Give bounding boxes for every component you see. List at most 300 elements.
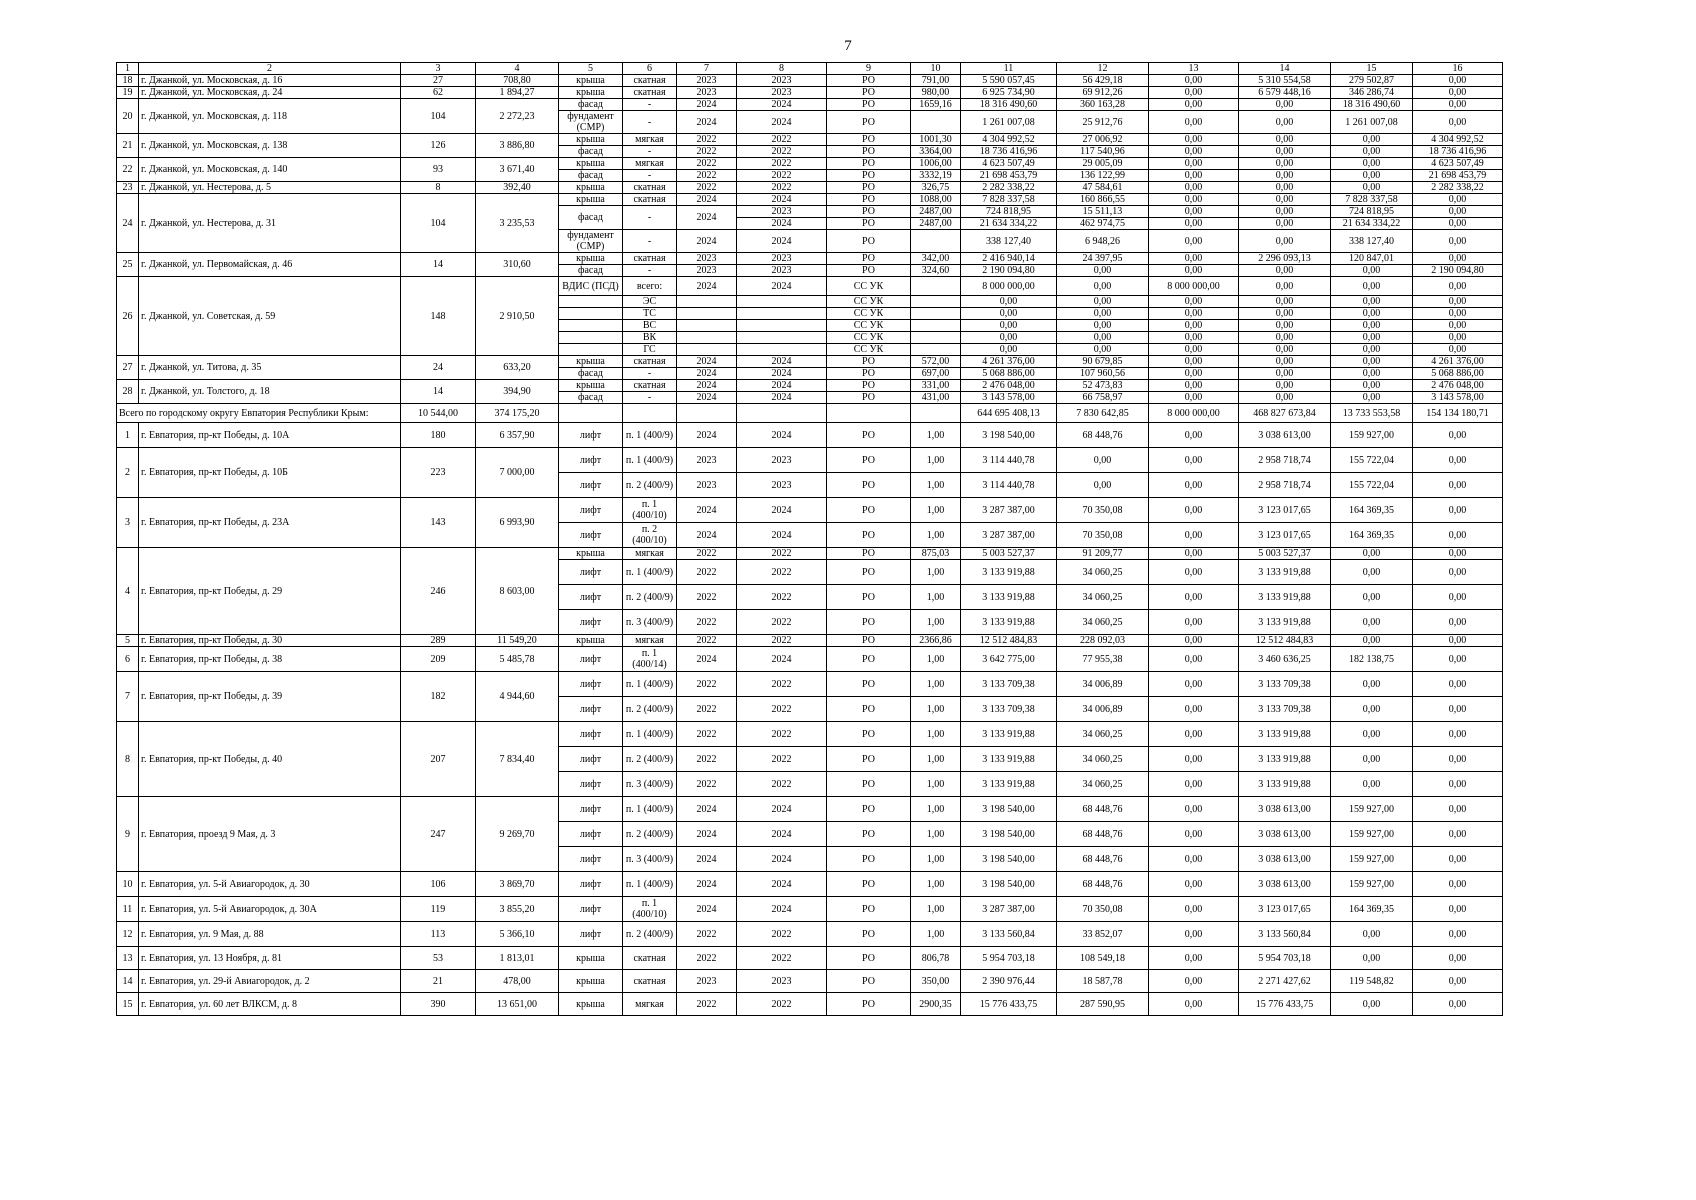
table-cell: 18 587,78: [1057, 970, 1149, 993]
table-cell: 159 927,00: [1331, 847, 1413, 872]
table-cell: 2024: [677, 206, 737, 230]
table-cell: 338 127,40: [1331, 230, 1413, 253]
table-cell: 15 776 433,75: [961, 993, 1057, 1016]
table-cell: всего:: [623, 277, 677, 296]
table-cell: РО: [827, 392, 911, 404]
table-cell: 3 198 540,00: [961, 872, 1057, 897]
table-cell: 34 006,89: [1057, 697, 1149, 722]
table-cell: 2022: [737, 585, 827, 610]
table-cell: 0,00: [1057, 473, 1149, 498]
table-cell: 374 175,20: [476, 404, 559, 423]
table-cell: фундамент (СМР): [559, 230, 623, 253]
table-cell: 324,60: [911, 265, 961, 277]
table-cell: 0,00: [1057, 344, 1149, 356]
table-cell: 182 138,75: [1331, 647, 1413, 672]
table-cell: 2022: [737, 146, 827, 158]
table-cell: РО: [827, 253, 911, 265]
table-cell: РО: [827, 194, 911, 206]
column-header: 9: [827, 63, 911, 75]
table-cell: РО: [827, 473, 911, 498]
table-cell: 0,00: [1149, 872, 1239, 897]
address-cell: г. Джанкой, ул. Московская, д. 140: [139, 158, 401, 182]
table-row: [117, 872, 1503, 897]
table-cell: 0,00: [1149, 448, 1239, 473]
table-cell: 2022: [737, 672, 827, 697]
table-cell: 22: [117, 158, 139, 182]
table-cell: 91 209,77: [1057, 548, 1149, 560]
table-row: [117, 993, 1503, 1016]
table-cell: РО: [827, 772, 911, 797]
table-cell: 0,00: [1239, 134, 1331, 146]
table-cell: п. 1 (400/9): [623, 448, 677, 473]
table-cell: 0,00: [1413, 473, 1503, 498]
table-cell: п. 1 (400/14): [623, 647, 677, 672]
table-cell: [911, 320, 961, 332]
table-cell: 0,00: [1149, 308, 1239, 320]
table-cell: 3 855,20: [476, 897, 559, 922]
table-cell: 34 060,25: [1057, 722, 1149, 747]
table-cell: 1,00: [911, 722, 961, 747]
table-cell: 0,00: [1331, 368, 1413, 380]
table-cell: скатная: [623, 356, 677, 368]
table-cell: 7 828 337,58: [961, 194, 1057, 206]
table-cell: 34 060,25: [1057, 560, 1149, 585]
table-cell: [677, 344, 737, 356]
table-cell: 2022: [677, 585, 737, 610]
table-cell: 247: [401, 797, 476, 872]
table-cell: 0,00: [1149, 847, 1239, 872]
table-cell: 3 642 775,00: [961, 647, 1057, 672]
table-cell: фасад: [559, 99, 623, 111]
table-cell: 2024: [677, 194, 737, 206]
table-cell: 2024: [737, 218, 827, 230]
table-cell: 24 397,95: [1057, 253, 1149, 265]
table-cell: 5 590 057,45: [961, 75, 1057, 87]
table-cell: крыша: [559, 548, 623, 560]
table-cell: 279 502,87: [1331, 75, 1413, 87]
table-cell: [677, 320, 737, 332]
table-cell: 0,00: [1149, 344, 1239, 356]
table-cell: 0,00: [1413, 194, 1503, 206]
table-cell: 2 390 976,44: [961, 970, 1057, 993]
table-cell: 2022: [677, 947, 737, 970]
table-cell: 2022: [737, 182, 827, 194]
table-cell: 0,00: [1239, 392, 1331, 404]
table-cell: 0,00: [1331, 947, 1413, 970]
table-cell: 1,00: [911, 585, 961, 610]
table-cell: лифт: [559, 523, 623, 548]
table-cell: 159 927,00: [1331, 872, 1413, 897]
table-cell: 21 698 453,79: [961, 170, 1057, 182]
table-cell: 70 350,08: [1057, 498, 1149, 523]
table-cell: 3 114 440,78: [961, 448, 1057, 473]
table-cell: 164 369,35: [1331, 498, 1413, 523]
table-cell: 2024: [677, 523, 737, 548]
table-cell: 68 448,76: [1057, 797, 1149, 822]
table-cell: 34 060,25: [1057, 610, 1149, 635]
table-cell: 0,00: [1413, 111, 1503, 134]
table-cell: 0,00: [1149, 970, 1239, 993]
table-cell: [559, 404, 623, 423]
table-cell: 0,00: [1149, 585, 1239, 610]
table-cell: лифт: [559, 448, 623, 473]
table-cell: 7: [117, 672, 139, 722]
column-header: 16: [1413, 63, 1503, 75]
table-cell: 2022: [677, 922, 737, 947]
table-cell: 1 894,27: [476, 87, 559, 99]
table-cell: 7 000,00: [476, 448, 559, 498]
table-cell: фасад: [559, 265, 623, 277]
table-cell: 0,00: [1149, 822, 1239, 847]
table-cell: 1,00: [911, 822, 961, 847]
table-cell: 2022: [737, 722, 827, 747]
table-row: [117, 380, 1503, 392]
address-cell: г. Евпатория, ул. 9 Мая, д. 88: [139, 922, 401, 947]
table-cell: 0,00: [1149, 146, 1239, 158]
table-cell: 5 003 527,37: [961, 548, 1057, 560]
table-cell: РО: [827, 368, 911, 380]
table-cell: 3 133 919,88: [961, 610, 1057, 635]
table-cell: 2022: [737, 548, 827, 560]
address-cell: г. Джанкой, ул. Московская, д. 16: [139, 75, 401, 87]
table-cell: 3: [117, 498, 139, 548]
address-cell: г. Евпатория, пр-кт Победы, д. 29: [139, 548, 401, 635]
table-cell: 0,00: [1413, 610, 1503, 635]
column-header: 12: [1057, 63, 1149, 75]
table-cell: 0,00: [1149, 610, 1239, 635]
column-header: 1: [117, 63, 139, 75]
table-cell: [737, 296, 827, 308]
table-cell: 0,00: [1057, 448, 1149, 473]
table-cell: 0,00: [1149, 368, 1239, 380]
table-cell: 791,00: [911, 75, 961, 87]
table-cell: 0,00: [1413, 277, 1503, 296]
table-cell: лифт: [559, 797, 623, 822]
table-cell: 1,00: [911, 672, 961, 697]
table-cell: 2022: [677, 672, 737, 697]
table-cell: 0,00: [1331, 772, 1413, 797]
table-cell: 0,00: [1057, 277, 1149, 296]
table-cell: 159 927,00: [1331, 822, 1413, 847]
table-cell: -: [623, 206, 677, 230]
table-cell: 0,00: [1149, 230, 1239, 253]
table-cell: 4 623 507,49: [1413, 158, 1503, 170]
table-cell: РО: [827, 872, 911, 897]
table-cell: 2023: [737, 87, 827, 99]
table-cell: РО: [827, 265, 911, 277]
table-cell: 0,00: [1331, 146, 1413, 158]
table-cell: 106: [401, 872, 476, 897]
table-cell: 21: [117, 134, 139, 158]
table-cell: 2024: [677, 797, 737, 822]
table-cell: 0,00: [1331, 672, 1413, 697]
table-row: [117, 947, 1503, 970]
table-cell: 2 282 338,22: [961, 182, 1057, 194]
table-cell: 0,00: [1149, 772, 1239, 797]
table-cell: 0,00: [1149, 423, 1239, 448]
table-cell: 0,00: [1149, 87, 1239, 99]
table-cell: п. 1 (400/9): [623, 423, 677, 448]
table-cell: 0,00: [1331, 320, 1413, 332]
table-cell: 0,00: [1149, 560, 1239, 585]
table-cell: [911, 230, 961, 253]
table-cell: 3 287 387,00: [961, 523, 1057, 548]
table-cell: 3 133 709,38: [961, 672, 1057, 697]
table-cell: 0,00: [1149, 697, 1239, 722]
table-cell: п. 2 (400/10): [623, 523, 677, 548]
table-cell: 6 925 734,90: [961, 87, 1057, 99]
table-cell: РО: [827, 182, 911, 194]
column-header: 3: [401, 63, 476, 75]
table-cell: фундамент (СМР): [559, 111, 623, 134]
table-cell: СС УК: [827, 332, 911, 344]
table-cell: скатная: [623, 380, 677, 392]
table-cell: 0,00: [1239, 344, 1331, 356]
table-cell: 136 122,99: [1057, 170, 1149, 182]
table-cell: 0,00: [1331, 296, 1413, 308]
table-cell: -: [623, 111, 677, 134]
table-cell: 697,00: [911, 368, 961, 380]
table-cell: 4 304 992,52: [1413, 134, 1503, 146]
table-cell: 15 511,13: [1057, 206, 1149, 218]
table-cell: 0,00: [1239, 99, 1331, 111]
table-cell: 0,00: [1149, 218, 1239, 230]
table-row: [117, 277, 1503, 296]
table-row: [117, 722, 1503, 747]
table-cell: фасад: [559, 392, 623, 404]
address-cell: г. Джанкой, ул. Московская, д. 118: [139, 99, 401, 134]
table-row: [117, 356, 1503, 368]
table-row: [117, 253, 1503, 265]
table-cell: 0,00: [1413, 548, 1503, 560]
table-cell: 9 269,70: [476, 797, 559, 872]
table-cell: мягкая: [623, 635, 677, 647]
table-row: [117, 897, 1503, 922]
table-cell: 3 671,40: [476, 158, 559, 182]
address-cell: г. Евпатория, пр-кт Победы, д. 30: [139, 635, 401, 647]
table-cell: -: [623, 368, 677, 380]
table-cell: 117 540,96: [1057, 146, 1149, 158]
table-cell: 21 634 334,22: [1331, 218, 1413, 230]
table-cell: 346 286,74: [1331, 87, 1413, 99]
table-cell: 2024: [737, 523, 827, 548]
table-cell: 18 316 490,60: [1331, 99, 1413, 111]
table-cell: 2022: [737, 947, 827, 970]
table-cell: 2 416 940,14: [961, 253, 1057, 265]
table-cell: 1: [117, 423, 139, 448]
table-cell: 0,00: [1239, 356, 1331, 368]
table-cell: 0,00: [1331, 697, 1413, 722]
table-cell: [737, 344, 827, 356]
table-cell: 0,00: [1413, 722, 1503, 747]
table-cell: 0,00: [1331, 635, 1413, 647]
table-cell: 0,00: [1331, 277, 1413, 296]
table-cell: фасад: [559, 146, 623, 158]
table-cell: РО: [827, 947, 911, 970]
table-cell: 2 272,23: [476, 99, 559, 134]
table-cell: 0,00: [1149, 206, 1239, 218]
table-cell: лифт: [559, 610, 623, 635]
table-cell: РО: [827, 697, 911, 722]
table-cell: РО: [827, 206, 911, 218]
table-cell: 1,00: [911, 872, 961, 897]
column-header: 11: [961, 63, 1057, 75]
table-cell: 2022: [677, 134, 737, 146]
table-cell: 0,00: [1413, 75, 1503, 87]
table-cell: 0,00: [1239, 182, 1331, 194]
table-cell: 27 006,92: [1057, 134, 1149, 146]
table-cell: 0,00: [961, 344, 1057, 356]
table-cell: 1,00: [911, 473, 961, 498]
table-cell: 0,00: [1413, 797, 1503, 822]
table-cell: [559, 344, 623, 356]
table-cell: 0,00: [1331, 585, 1413, 610]
table-cell: 4 261 376,00: [1413, 356, 1503, 368]
table-cell: 5 310 554,58: [1239, 75, 1331, 87]
table-cell: 2023: [737, 265, 827, 277]
table-cell: 0,00: [1413, 872, 1503, 897]
table-cell: 3 133 919,88: [961, 585, 1057, 610]
table-cell: РО: [827, 647, 911, 672]
table-cell: 18 736 416,96: [961, 146, 1057, 158]
table-cell: 7 828 337,58: [1331, 194, 1413, 206]
table-cell: мягкая: [623, 158, 677, 170]
table-cell: 0,00: [1239, 194, 1331, 206]
table-cell: 2024: [737, 897, 827, 922]
table-row: [117, 797, 1503, 822]
address-cell: г. Евпатория, ул. 5-й Авиагородок, д. 30А: [139, 897, 401, 922]
table-cell: 26: [117, 277, 139, 356]
table-cell: 875,03: [911, 548, 961, 560]
table-cell: 2023: [677, 75, 737, 87]
table-cell: крыша: [559, 253, 623, 265]
table-cell: 0,00: [1057, 320, 1149, 332]
table-cell: 3 287 387,00: [961, 498, 1057, 523]
table-cell: мягкая: [623, 993, 677, 1016]
table-cell: 2024: [737, 368, 827, 380]
table-cell: скатная: [623, 194, 677, 206]
table-cell: 0,00: [1239, 158, 1331, 170]
table-cell: 2022: [677, 158, 737, 170]
table-cell: СС УК: [827, 277, 911, 296]
table-cell: 2024: [737, 822, 827, 847]
table-cell: 2022: [677, 747, 737, 772]
table-cell: 0,00: [1413, 847, 1503, 872]
table-cell: [911, 308, 961, 320]
repair-program-table: [116, 62, 1503, 1016]
table-cell: 52 473,83: [1057, 380, 1149, 392]
table-cell: 2024: [737, 647, 827, 672]
table-cell: 1,00: [911, 610, 961, 635]
table-cell: скатная: [623, 947, 677, 970]
table-cell: 0,00: [1331, 158, 1413, 170]
table-cell: крыша: [559, 87, 623, 99]
table-cell: 350,00: [911, 970, 961, 993]
table-cell: 0,00: [1149, 722, 1239, 747]
table-cell: 0,00: [1331, 182, 1413, 194]
table-cell: 0,00: [1413, 308, 1503, 320]
table-cell: 19: [117, 87, 139, 99]
table-cell: 70 350,08: [1057, 897, 1149, 922]
table-cell: 2022: [737, 922, 827, 947]
table-cell: 2023: [737, 473, 827, 498]
table-cell: 3 133 919,88: [961, 722, 1057, 747]
table-cell: 47 584,61: [1057, 182, 1149, 194]
table-cell: 0,00: [1413, 922, 1503, 947]
table-cell: 4 944,60: [476, 672, 559, 722]
table-cell: 4: [117, 548, 139, 635]
table-row: [117, 423, 1503, 448]
table-cell: 126: [401, 134, 476, 158]
table-cell: 0,00: [1149, 672, 1239, 697]
table-cell: 468 827 673,84: [1239, 404, 1331, 423]
table-cell: 390: [401, 993, 476, 1016]
table-cell: 0,00: [1331, 993, 1413, 1016]
table-cell: крыша: [559, 356, 623, 368]
table-cell: 23: [117, 182, 139, 194]
table-cell: 0,00: [1413, 772, 1503, 797]
table-cell: 0,00: [1239, 111, 1331, 134]
table-cell: крыша: [559, 635, 623, 647]
table-cell: 0,00: [1149, 797, 1239, 822]
table-cell: п. 2 (400/9): [623, 585, 677, 610]
table-cell: [677, 308, 737, 320]
table-cell: 2022: [737, 134, 827, 146]
table-cell: крыша: [559, 134, 623, 146]
table-cell: 28: [117, 380, 139, 404]
table-row: [117, 647, 1503, 672]
table-cell: 25 912,76: [1057, 111, 1149, 134]
table-cell: ВС: [623, 320, 677, 332]
table-cell: 29 005,09: [1057, 158, 1149, 170]
table-cell: фасад: [559, 206, 623, 230]
table-cell: 3 038 613,00: [1239, 797, 1331, 822]
table-cell: 0,00: [1149, 170, 1239, 182]
table-cell: СС УК: [827, 296, 911, 308]
table-cell: 2022: [677, 635, 737, 647]
table-cell: 160 866,55: [1057, 194, 1149, 206]
column-header: 4: [476, 63, 559, 75]
table-cell: п. 1 (400/10): [623, 897, 677, 922]
table-cell: 10 544,00: [401, 404, 476, 423]
table-cell: РО: [827, 498, 911, 523]
table-cell: 0,00: [961, 320, 1057, 332]
table-cell: 0,00: [1149, 897, 1239, 922]
address-cell: г. Евпатория, ул. 60 лет ВЛКСМ, д. 8: [139, 993, 401, 1016]
table-cell: 3 038 613,00: [1239, 847, 1331, 872]
address-cell: г. Евпатория, пр-кт Победы, д. 40: [139, 722, 401, 797]
table-cell: 0,00: [1413, 320, 1503, 332]
table-cell: 0,00: [1149, 356, 1239, 368]
table-cell: 0,00: [1413, 560, 1503, 585]
table-cell: 0,00: [1413, 697, 1503, 722]
table-cell: 0,00: [1331, 308, 1413, 320]
table-cell: 21 634 334,22: [961, 218, 1057, 230]
table-cell: 2 958 718,74: [1239, 448, 1331, 473]
table-cell: 120 847,01: [1331, 253, 1413, 265]
table-cell: РО: [827, 111, 911, 134]
table-cell: 0,00: [1239, 308, 1331, 320]
table-cell: 2 296 093,13: [1239, 253, 1331, 265]
table-cell: 1 813,01: [476, 947, 559, 970]
table-cell: 8 000 000,00: [1149, 277, 1239, 296]
table-cell: 0,00: [1239, 146, 1331, 158]
table-cell: РО: [827, 158, 911, 170]
table-cell: лифт: [559, 498, 623, 523]
table-cell: 66 758,97: [1057, 392, 1149, 404]
table-cell: 77 955,38: [1057, 647, 1149, 672]
table-cell: мягкая: [623, 134, 677, 146]
